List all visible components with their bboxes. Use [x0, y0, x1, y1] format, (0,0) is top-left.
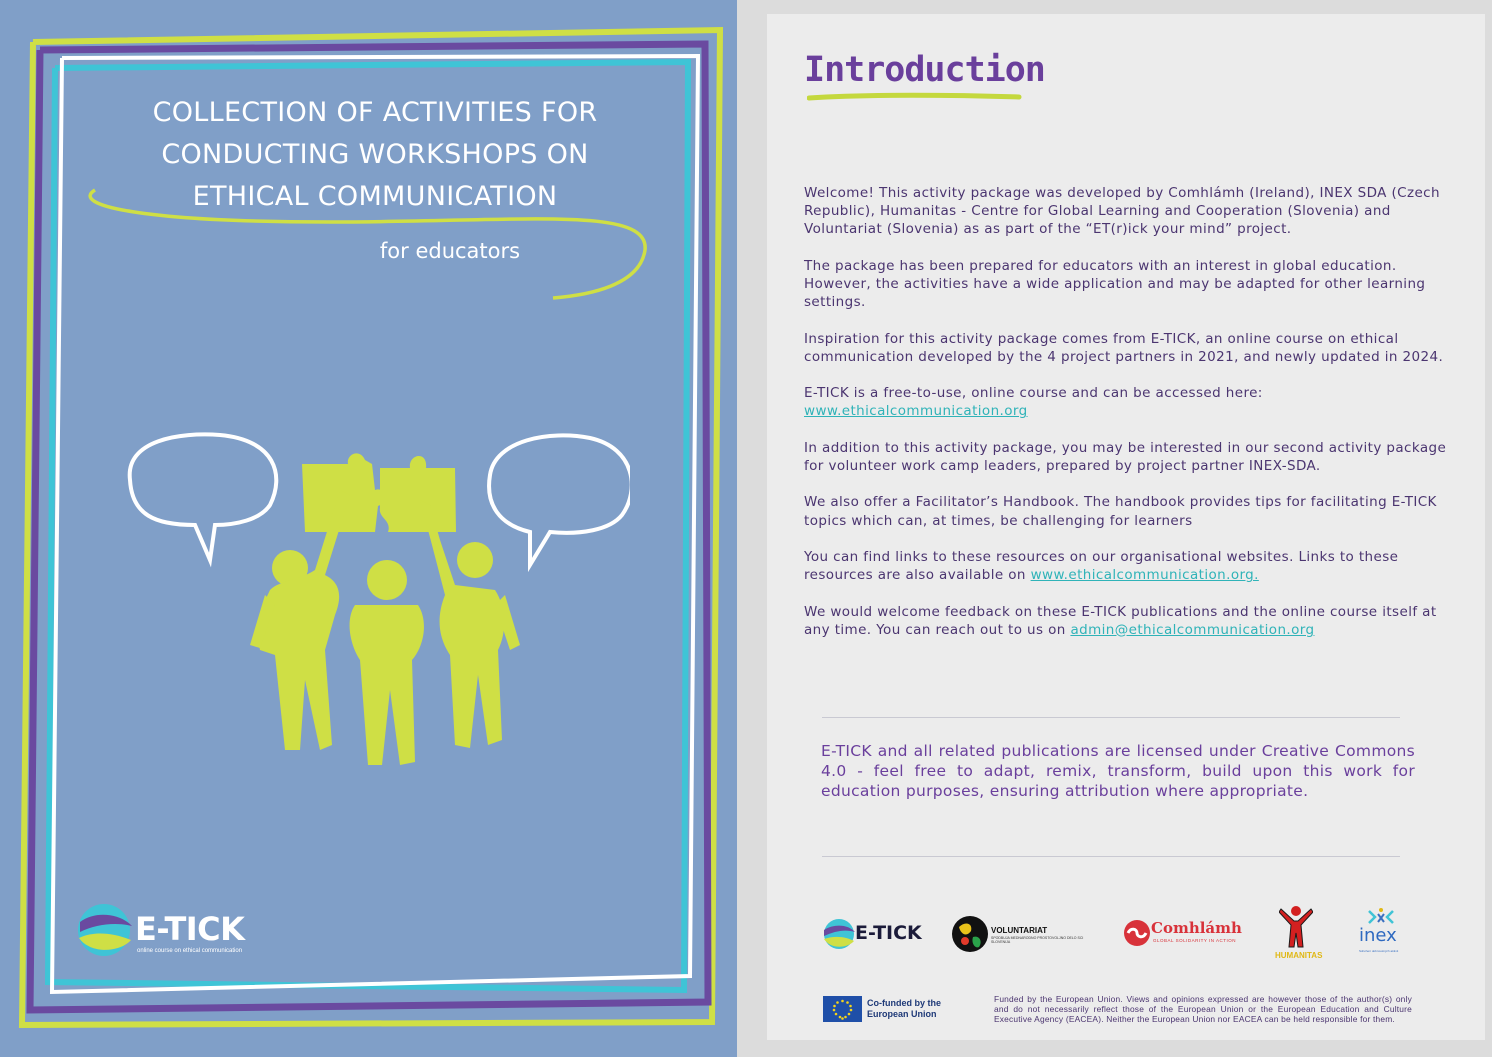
license-text: E-TICK and all related publications are licensed under Creative Commons 4.0 - feel free to adapt, remix, transform, build upon this work for education purposes, ensuring attribution where appropriate.: [821, 742, 1415, 800]
intro-paragraph: Welcome! This activity package was developed by Comhlámh (Ireland), INEX SDA (Czech Republic), Humanitas - Centre for Global Learning and Cooperation (Slovenia) and Voluntariat (Slovenia) as as part of the “ET(r)ick your mind” project.: [804, 185, 1440, 238]
cover-logo-tagline: online course on ethical communication: [137, 948, 243, 954]
people-puzzle-illustration: [110, 420, 630, 790]
intro-body: [804, 184, 1464, 657]
introduction-page: [767, 14, 1485, 1040]
page-title: Introduction: [804, 50, 1045, 90]
voluntariat-globe-logo-icon: [951, 915, 989, 953]
etick-logo-icon: [76, 900, 136, 960]
cover-title: [90, 92, 660, 218]
intro-paragraph: We would welcome feedback on these E-TICK publications and the online course itself at any time. You can reach out to us on admin@ethicalcommunication.org: [804, 603, 1437, 638]
intro-paragraph: Inspiration for this activity package comes from E-TICK, an online course on ethical communication developed by the 4 project partners in 2021, and newly updated in 2024.: [804, 330, 1444, 365]
cover-page: [0, 0, 737, 1057]
divider: [822, 717, 1400, 718]
website-link[interactable]: www.ethicalcommunication.org.: [1030, 567, 1259, 584]
speech-bubble-icon: [489, 435, 630, 565]
speech-bubble-icon: [130, 434, 277, 560]
etick-logo-icon: [823, 917, 857, 951]
cover-logo-text: E-TICK: [135, 910, 245, 948]
intro-paragraph: We also offer a Facilitator’s Handbook. The handbook provides tips for facilitating E-TICK topics which can, at times, be challenging for learners: [804, 494, 1437, 529]
email-link[interactable]: admin@ethicalcommunication.org: [1070, 621, 1315, 638]
cover-title-line: COLLECTION OF ACTIVITIES FOR: [152, 97, 598, 128]
intro-paragraph: E-TICK is a free-to-use, online course and can be accessed here: www.ethicalcommunication.org: [804, 385, 1263, 420]
title-underline: [807, 92, 1022, 104]
website-link[interactable]: www.ethicalcommunication.org: [804, 403, 1028, 420]
humanitas-figure-logo-icon: [1279, 905, 1313, 951]
partner-logos: E-TICK VOLUNTARIAT SPODBUJA MEDNARODNO PROSTOVOLJNO DELO SCI SLOVENIJA Comhlámh GLOBAL SOLIDARITY IN ACTION HUMANITAS inex Sdružení dobrovolných aktivit: [823, 909, 1403, 969]
comhlamh-logo-icon: [1123, 919, 1153, 949]
eu-cofunded-text: Co-funded by the European Union: [867, 998, 941, 1019]
eu-flag-icon: [823, 996, 862, 1022]
intro-paragraph: You can find links to these resources on our organisational websites. Links to these resources are also available on www.ethicalcommunication.org.: [804, 548, 1399, 584]
cover-title-line: ETHICAL COMMUNICATION: [192, 181, 558, 212]
funding-disclaimer: Funded by the European Union. Views and opinions expressed are however those of the author(s) only and do not necessarily reflect those of the European Union or the European Education and Culture Executive Agency (EACEA). Neither the European Union nor EACEA can be held responsible for them.: [994, 994, 1412, 1025]
intro-paragraph: The package has been prepared for educators with an interest in global education. However, the activities have a wide application and may be adapted for other learning settings.: [804, 257, 1426, 311]
cover-title-line: CONDUCTING WORKSHOPS ON: [161, 139, 589, 170]
cover-subtitle: for educators: [379, 239, 521, 263]
divider: [822, 856, 1400, 857]
puzzle-piece-icon: [380, 456, 456, 532]
intro-paragraph: In addition to this activity package, you may be interested in our second activity package for volunteer work camp leaders, prepared by project partner INEX-SDA.: [804, 439, 1447, 474]
